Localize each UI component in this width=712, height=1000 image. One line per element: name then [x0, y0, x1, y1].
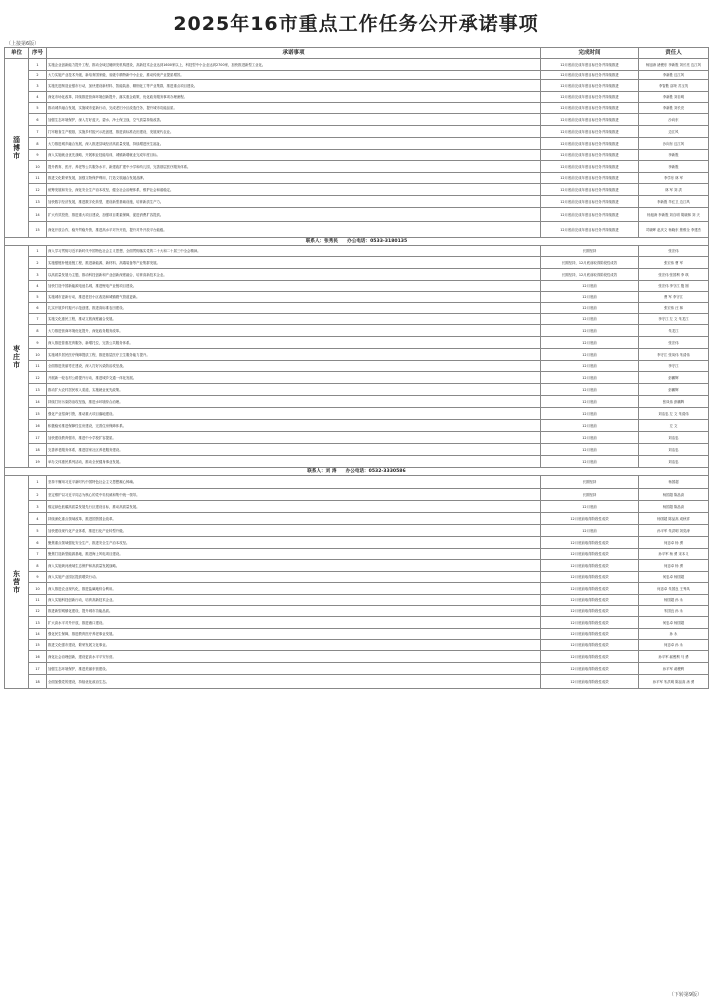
- responsible-person: 杨旭涛 褚俊东 李新胜 刘长亮 边江风: [639, 59, 709, 71]
- responsible-person: 杨国超: [639, 476, 709, 489]
- completion-time: 12月底前完成年度目标任务并持续推进: [541, 80, 639, 92]
- completion-time: 12月底前: [541, 444, 639, 456]
- row-index: 5: [29, 103, 47, 114]
- commitment-text: 加快数字经济发展，推进数字化转型，建设新型基础设施，培育新质生产力。: [47, 196, 541, 208]
- commitments-table: [4, 47, 709, 689]
- responsible-person: 杨国超 孙 永: [639, 595, 709, 606]
- table-row: [5, 513, 709, 525]
- commitment-text: 加强生态环境保护，推进美丽东营建设。: [47, 663, 541, 675]
- table-row: [5, 456, 709, 468]
- commitment-text: 加快建设现代化产业体系，推进石化产业转型升级。: [47, 525, 541, 537]
- table-row: [5, 651, 709, 663]
- row-index: 17: [29, 663, 47, 675]
- commitment-text: 聚焦重点领域强化安全生产，推进安全生产治本攻坚。: [47, 537, 541, 549]
- table-body: [5, 59, 709, 689]
- table-row: [5, 184, 709, 196]
- row-index: 11: [29, 595, 47, 606]
- responsible-person: 李智胜 邵荣 苏玉茂: [639, 80, 709, 92]
- commitment-text: 实施城市更新行动，推进老旧小区改造和城镇燃气管道更新。: [47, 292, 541, 303]
- table-row: [5, 489, 709, 501]
- responsible-person: 彭鹏辉: [639, 372, 709, 384]
- completion-time: 12月底前取得阶段性成效: [541, 513, 639, 525]
- table-row: [5, 325, 709, 337]
- row-index: 4: [29, 513, 47, 525]
- commitment-text: 深入实施就业优先战略，开展职业技能培训，城镇新增就业完成年度目标。: [47, 150, 541, 161]
- responsible-person: 李新胜 毕红卫 边江风: [639, 196, 709, 208]
- commitment-text: 聚焦打造新型能源基地，推进海上风电项目建设。: [47, 549, 541, 560]
- completion-time: 12月底前: [541, 501, 639, 513]
- responsible-person: 孙平军 郝俊利 马 勇: [639, 651, 709, 663]
- row-index: 1: [29, 476, 47, 489]
- commitment-text: 深入学习贯彻习近平新时代中国特色社会主义思想，全面贯彻落实党的二十大和二十届三中全会精神。: [47, 246, 541, 257]
- row-index: 19: [29, 456, 47, 468]
- completion-time: 12月底前取得阶段性成效: [541, 651, 639, 663]
- row-index: 2: [29, 257, 47, 269]
- responsible-person: 李新胜: [639, 150, 709, 161]
- completion-time: 12月底前取得阶段性成效: [541, 537, 639, 549]
- completion-time: 长期坚持，12月底前取得阶段性成效: [541, 257, 639, 269]
- row-index: 11: [29, 361, 47, 372]
- completion-time: 12月底前: [541, 396, 639, 408]
- responsible-person: 张宏伟 汪 林: [639, 303, 709, 314]
- commitment-text: 深化开放合作，稳外贸稳外资，推进高水平对外开放，提升对外开放平台能级。: [47, 222, 541, 238]
- responsible-person: 李守江 张凤伟 朱清伟: [639, 349, 709, 361]
- responsible-person: 杨国超 陈品高: [639, 501, 709, 513]
- row-index: 9: [29, 337, 47, 349]
- completion-time: 12月底前取得阶段性成效: [541, 560, 639, 572]
- completion-time: 12月底前: [541, 325, 639, 337]
- row-index: 14: [29, 208, 47, 222]
- responsible-person: 杨旭涛 李新胜 刘自明 胡晓林 刘 天: [639, 208, 709, 222]
- completion-time: 长期坚持: [541, 489, 639, 501]
- commitment-text: 提升教育、医疗、养老等公共服务水平，新建改扩建中小学和幼儿园，完善基层医疗服务体系。: [47, 161, 541, 173]
- header-index: 序号: [29, 48, 47, 59]
- header-completion-time: 完成时间: [541, 48, 639, 59]
- row-index: 4: [29, 281, 47, 292]
- continued-to-note: （下转第9版）: [668, 992, 702, 998]
- row-index: 3: [29, 269, 47, 281]
- commitment-text: 大力实施产业技术升级，新培育国家级、省级专精特新中小企业，推动传统产业提质增效。: [47, 71, 541, 80]
- commitment-text: 实施强链补链延链工程，推进新能源、新材料、高端装备等产业集群发展。: [47, 257, 541, 269]
- row-index: 15: [29, 408, 47, 420]
- table-row: [5, 92, 709, 103]
- row-index: 9: [29, 150, 47, 161]
- row-index: 10: [29, 349, 47, 361]
- completion-time: 12月底前完成年度目标任务并持续推进: [541, 222, 639, 238]
- table-row: [5, 196, 709, 208]
- completion-time: 12月底前取得阶段性成效: [541, 606, 639, 617]
- responsible-person: 孙平军 朱洪明 陈品高 汤 勇: [639, 675, 709, 689]
- completion-time: 长期坚持，12月底前取得阶段性成效: [541, 269, 639, 281]
- row-index: 2: [29, 71, 47, 80]
- commitment-text: 深化社会治理创新，建设更高水平平安东营。: [47, 651, 541, 663]
- row-index: 18: [29, 675, 47, 689]
- table-row: [5, 257, 709, 269]
- commitment-text: 推进文化繁荣发展，加强文物保护利用，打造文旅融合发展品牌。: [47, 173, 541, 184]
- completion-time: 12月底前完成年度目标任务并持续推进: [541, 208, 639, 222]
- responsible-person: 孙 永: [639, 629, 709, 640]
- completion-time: 12月底前取得阶段性成效: [541, 675, 639, 689]
- commitment-text: 大力推进营商环境优化提升，深化政务服务改革。: [47, 325, 541, 337]
- responsible-person: 何忠卓 杨国超: [639, 617, 709, 629]
- row-index: 13: [29, 617, 47, 629]
- completion-time: 12月底前完成年度目标任务并持续推进: [541, 92, 639, 103]
- table-row: [5, 432, 709, 444]
- row-index: 7: [29, 314, 47, 325]
- responsible-person: 何忠卓 杨国超: [639, 572, 709, 583]
- responsible-person: 何忠卓 杨 勇: [639, 537, 709, 549]
- commitment-text: 深入实施黄河流域生态保护和高质量发展战略。: [47, 560, 541, 572]
- row-index: 14: [29, 629, 47, 640]
- completion-time: 12月底前: [541, 432, 639, 444]
- completion-time: 12月底前: [541, 281, 639, 292]
- table-header-row: [5, 48, 709, 59]
- completion-time: 长期坚持: [541, 476, 639, 489]
- table-row: [5, 606, 709, 617]
- completion-time: 12月底前: [541, 456, 639, 468]
- responsible-person: 何忠卓 朱国良 王秀凤: [639, 583, 709, 595]
- row-index: 15: [29, 222, 47, 238]
- table-row: [5, 222, 709, 238]
- responsible-person: 李新胜 刘长亮: [639, 103, 709, 114]
- table-row: [5, 150, 709, 161]
- table-row: [5, 71, 709, 80]
- table-row: [5, 138, 709, 150]
- responsible-person: 刘洁忠 左 文 朱清伟: [639, 408, 709, 420]
- commitment-text: 实施先进制造业强市行动，加快建设新材料、智能装备、精细化工等产业集群，推进重点项目建设。: [47, 80, 541, 92]
- table-row: [5, 549, 709, 560]
- responsible-person: 李学东 林 军: [639, 173, 709, 184]
- completion-time: 12月底前完成年度目标任务并持续推进: [541, 59, 639, 71]
- unit-cell: 东营市: [5, 476, 29, 689]
- table-row: [5, 560, 709, 572]
- responsible-person: 林 军 刘 洪: [639, 184, 709, 196]
- row-index: 6: [29, 537, 47, 549]
- responsible-person: 张宏伟: [639, 246, 709, 257]
- completion-time: 12月底前: [541, 372, 639, 384]
- commitment-text: 实施文化惠民工程，推动文旅深度融合发展。: [47, 314, 541, 325]
- page-title: 2025年16市重点工作任务公开承诺事项: [173, 13, 539, 35]
- completion-time: 12月底前: [541, 361, 639, 372]
- commitment-text: 深入推进农业现代化，推进盐碱地综合利用。: [47, 583, 541, 595]
- responsible-person: 刘洁忠: [639, 444, 709, 456]
- row-index: 8: [29, 325, 47, 337]
- responsible-person: 杨国超 陈品高 成秋祥: [639, 513, 709, 525]
- contact-row: [5, 468, 709, 476]
- responsible-person: 张宏伟 李守江 殷 刚: [639, 281, 709, 292]
- row-index: 10: [29, 161, 47, 173]
- completion-time: 12月底前: [541, 337, 639, 349]
- table-row: [5, 349, 709, 361]
- table-row: [5, 103, 709, 114]
- completion-time: 12月底前取得阶段性成效: [541, 583, 639, 595]
- row-index: 16: [29, 651, 47, 663]
- responsible-person: 左 文: [639, 420, 709, 432]
- completion-time: 12月底前取得阶段性成效: [541, 549, 639, 560]
- completion-time: 12月底前取得阶段性成效: [541, 595, 639, 606]
- commitment-text: 持续打好污染防治攻坚战，推进水环境综合治理。: [47, 396, 541, 408]
- completion-time: 12月底前完成年度目标任务并持续推进: [541, 150, 639, 161]
- completion-time: 12月底前完成年度目标任务并持续推进: [541, 114, 639, 126]
- commitment-text: 推进文化强市建设，繁荣发展文化事业。: [47, 640, 541, 651]
- row-index: 5: [29, 525, 47, 537]
- table-row: [5, 384, 709, 396]
- row-index: 7: [29, 549, 47, 560]
- completion-time: 12月底前完成年度目标任务并持续推进: [541, 196, 639, 208]
- row-index: 12: [29, 372, 47, 384]
- row-index: 14: [29, 396, 47, 408]
- responsible-person: 杨国超 陈品高: [639, 489, 709, 501]
- row-index: 2: [29, 489, 47, 501]
- row-index: 13: [29, 384, 47, 396]
- commitment-text: 打牢粮食生产根基，实施乡村振兴示范创建，推进高标准农田建设，发展现代农业。: [47, 126, 541, 138]
- responsible-person: 李守江 左 文 朱龙江: [639, 314, 709, 325]
- table-row: [5, 408, 709, 420]
- row-index: 8: [29, 138, 47, 150]
- row-index: 7: [29, 126, 47, 138]
- commitment-text: 积极稳妥推进保障性住房建设，完善住房保障体系。: [47, 420, 541, 432]
- row-index: 15: [29, 640, 47, 651]
- commitment-text: 以高质量发展为主题，推动科技创新和产业创新深度融合，培育高新技术企业。: [47, 269, 541, 281]
- responsible-person: 刘洁忠: [639, 456, 709, 468]
- responsible-person: 张凤伟 彭鹏辉: [639, 396, 709, 408]
- completion-time: 12月底前取得阶段性成效: [541, 617, 639, 629]
- table-row: [5, 269, 709, 281]
- commitment-text: 坚持不懈用习近平新时代中国特色社会主义思想凝心铸魂。: [47, 476, 541, 489]
- commitment-text: 统筹发展和安全，深化安全生产治本攻坚，健全社会治理体系，维护社会和谐稳定。: [47, 184, 541, 196]
- commitment-text: 开展新一轮农村公路提升行动，推进城乡交通一体化发展。: [47, 372, 541, 384]
- completion-time: 12月底前完成年度目标任务并持续推进: [541, 71, 639, 80]
- row-index: 8: [29, 560, 47, 572]
- completion-time: 12月底前取得阶段性成效: [541, 572, 639, 583]
- table-row: [5, 675, 709, 689]
- commitment-text: 实施企业创新能力提升工程，推动全域过硬研发机构建设，高新技术企业达到1600家以上，科技型中小企业达到2700家，加快推进新型工业化。: [47, 59, 541, 71]
- row-index: 1: [29, 59, 47, 71]
- table-row: [5, 114, 709, 126]
- commitment-text: 持续深化重点领域改革，推进国资国企改革。: [47, 513, 541, 525]
- responsible-person: 何忠卓 孙 永: [639, 640, 709, 651]
- row-index: 12: [29, 184, 47, 196]
- responsible-person: 孙平军 朱洪明 刘奕涛: [639, 525, 709, 537]
- responsible-person: 朱国良 孙 永: [639, 606, 709, 617]
- table-row: [5, 501, 709, 513]
- completion-time: 12月底前: [541, 525, 639, 537]
- commitment-text: 坚定维护以习近平同志为核心的党中央权威和集中统一领导。: [47, 489, 541, 501]
- header-responsible-person: 责任人: [639, 48, 709, 59]
- table-row: [5, 208, 709, 222]
- table-row: [5, 476, 709, 489]
- commitment-text: 推进新型城镇化建设，提升城市功能品质。: [47, 606, 541, 617]
- completion-time: 12月底前完成年度目标任务并持续推进: [541, 138, 639, 150]
- commitment-text: 完善养老服务体系，推进居家社区养老服务建设。: [47, 444, 541, 456]
- responsible-person: 李新胜 刘自明: [639, 92, 709, 103]
- table-row: [5, 292, 709, 303]
- contact-row: [5, 238, 709, 246]
- commitment-text: 加强生态环境保护，深入打好蓝天、碧水、净土保卫战，空气质量持续改善。: [47, 114, 541, 126]
- completion-time: 12月底前取得阶段性成效: [541, 640, 639, 651]
- completion-time: 12月底前: [541, 349, 639, 361]
- commitment-text: 扩大高水平对外开放，推进港口建设。: [47, 617, 541, 629]
- completion-time: 12月底前取得阶段性成效: [541, 663, 639, 675]
- row-index: 13: [29, 196, 47, 208]
- table-row: [5, 246, 709, 257]
- commitment-text: 深入实施科技创新行动，培育高新技术企业。: [47, 595, 541, 606]
- table-row: [5, 420, 709, 432]
- row-index: 10: [29, 583, 47, 595]
- commitment-text: 全面推进美丽枣庄建设，深入打好污染防治攻坚战。: [47, 361, 541, 372]
- row-index: 3: [29, 501, 47, 513]
- commitment-text: 强化产业招商引资，推动重大项目落地建设。: [47, 408, 541, 420]
- continued-from-note: （上接第6版）: [6, 41, 40, 47]
- table-row: [5, 629, 709, 640]
- commitment-text: 加快建设教育强市，推进中小学校扩容提质。: [47, 432, 541, 444]
- completion-time: 12月底前完成年度目标任务并持续推进: [541, 126, 639, 138]
- responsible-person: 张宏伟 曹 军: [639, 257, 709, 269]
- responsible-person: 朱龙江: [639, 325, 709, 337]
- commitment-text: 强化民生保障，推进教育医疗养老事业发展。: [47, 629, 541, 640]
- responsible-person: 孙平军 杨 勇 宋本义: [639, 549, 709, 560]
- responsible-person: 沙向东 边江风: [639, 138, 709, 150]
- responsible-person: 司晓晖 赵庆文 杨晓东 焦维全 李建杰: [639, 222, 709, 238]
- completion-time: 12月底前: [541, 303, 639, 314]
- table-row: [5, 640, 709, 651]
- row-index: 12: [29, 606, 47, 617]
- table-row: [5, 663, 709, 675]
- completion-time: 12月底前完成年度目标任务并持续推进: [541, 173, 639, 184]
- row-index: 17: [29, 432, 47, 444]
- row-index: 11: [29, 173, 47, 184]
- row-index: 3: [29, 80, 47, 92]
- contact-info: 联系人：张秀民 办公电话：0533-3180135: [5, 238, 709, 246]
- commitment-text: 深入推进普惠托育服务，新增托位，完善公共服务体系。: [47, 337, 541, 349]
- table-row: [5, 572, 709, 583]
- commitment-text: 扩大有效投资，推进重大项目建设，加强项目要素保障，促进消费扩容提质。: [47, 208, 541, 222]
- table-row: [5, 281, 709, 292]
- row-index: 6: [29, 303, 47, 314]
- commitment-text: 全面加强党的建设，持续优化政治生态。: [47, 675, 541, 689]
- table-row: [5, 126, 709, 138]
- responsible-person: 刘洁忠: [639, 432, 709, 444]
- table-row: [5, 537, 709, 549]
- completion-time: 12月底前: [541, 408, 639, 420]
- row-index: 18: [29, 444, 47, 456]
- completion-time: 12月底前: [541, 292, 639, 303]
- responsible-person: 彭鹏辉: [639, 384, 709, 396]
- table-row: [5, 372, 709, 384]
- completion-time: 12月底前完成年度目标任务并持续推进: [541, 184, 639, 196]
- commitment-text: 深化市场化改革，持续推进营商环境创新提升，落实惠企政策，优化政务服务事项办理流程。: [47, 92, 541, 103]
- row-index: 4: [29, 92, 47, 103]
- completion-time: 12月底前: [541, 420, 639, 432]
- table-row: [5, 525, 709, 537]
- commitment-text: 推动扩大农村居民收入渠道，实施就业优先政策。: [47, 384, 541, 396]
- table-row: [5, 314, 709, 325]
- row-index: 5: [29, 292, 47, 303]
- commitment-text: 举办文体惠民系列活动，推动全民健身事业发展。: [47, 456, 541, 468]
- unit-cell: 淄博市: [5, 59, 29, 238]
- table-row: [5, 361, 709, 372]
- responsible-person: 李新胜 边江风: [639, 71, 709, 80]
- header-commitment: 承诺事项: [47, 48, 541, 59]
- commitment-text: 大力推进城乡融合发展，深入推进县域经济高质量发展，持续增进民生福祉。: [47, 138, 541, 150]
- table-row: [5, 444, 709, 456]
- header-unit: 单位: [5, 48, 29, 59]
- commitment-text: 实施城乡居民医疗保障提质工程，推进基层医疗卫生服务能力提升。: [47, 349, 541, 361]
- table-row: [5, 303, 709, 314]
- table-row: [5, 617, 709, 629]
- row-index: 6: [29, 114, 47, 126]
- table-row: [5, 161, 709, 173]
- table-row: [5, 80, 709, 92]
- responsible-person: 张宏伟: [639, 337, 709, 349]
- table-row: [5, 173, 709, 184]
- responsible-person: 张宏伟 张国利 李 琪: [639, 269, 709, 281]
- table-row: [5, 396, 709, 408]
- responsible-person: 边江风: [639, 126, 709, 138]
- responsible-person: 曹 军 李守江: [639, 292, 709, 303]
- commitment-text: 深入实施产业园区提质增效行动。: [47, 572, 541, 583]
- table-row: [5, 337, 709, 349]
- unit-cell: 枣庄市: [5, 246, 29, 468]
- table-row: [5, 595, 709, 606]
- table-row: [5, 59, 709, 71]
- completion-time: 12月底前取得阶段性成效: [541, 629, 639, 640]
- responsible-person: 李新胜: [639, 161, 709, 173]
- commitment-text: 扎实开展乡村振兴示范创建，推进高标准农田建设。: [47, 303, 541, 314]
- completion-time: 长期坚持: [541, 246, 639, 257]
- responsible-person: 孙平军 郝俊利: [639, 663, 709, 675]
- completion-time: 12月底前: [541, 384, 639, 396]
- responsible-person: 李守江: [639, 361, 709, 372]
- commitment-text: 加快打造中国新能源电池名城，推进锂电产业链项目建设。: [47, 281, 541, 292]
- completion-time: 12月底前完成年度目标任务并持续推进: [541, 103, 639, 114]
- completion-time: 12月底前完成年度目标任务并持续推进: [541, 161, 639, 173]
- commitment-text: 推动城乡融合发展，实施城市更新行动，完成老旧小区改造任务，提升城市功能品质。: [47, 103, 541, 114]
- row-index: 9: [29, 572, 47, 583]
- responsible-person: 何忠卓 杨 勇: [639, 560, 709, 572]
- completion-time: 12月底前: [541, 314, 639, 325]
- row-index: 1: [29, 246, 47, 257]
- responsible-person: 沙向东: [639, 114, 709, 126]
- table-row: [5, 583, 709, 595]
- commitment-text: 锚定绿色低碳高质量发展先行区建设目标，推动高质量发展。: [47, 501, 541, 513]
- row-index: 16: [29, 420, 47, 432]
- contact-info: 联系人：刘 涛 办公电话：0532-3330586: [5, 468, 709, 476]
